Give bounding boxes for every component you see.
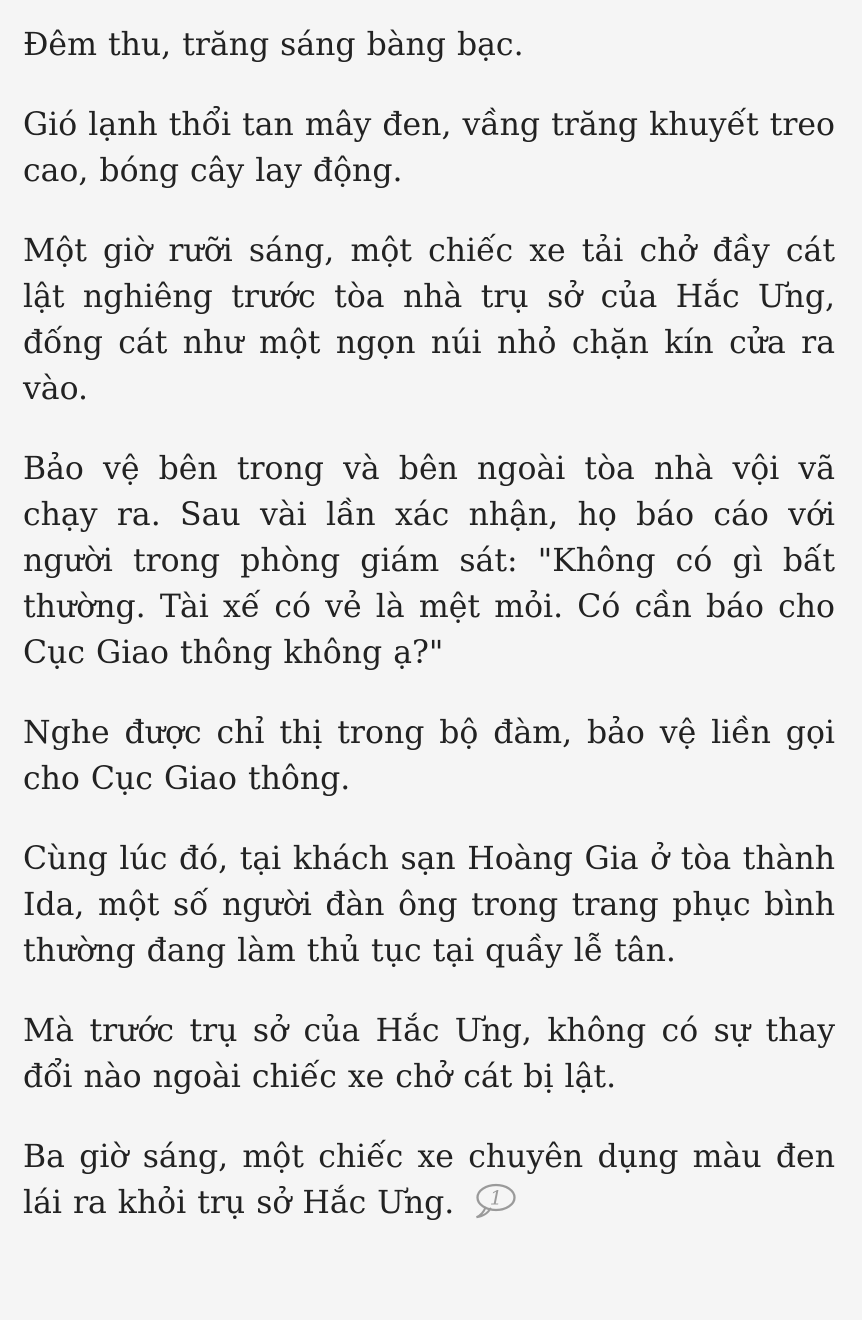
- paragraph: Đêm thu, trăng sáng bàng bạc.: [23, 27, 524, 63]
- paragraph: Ba giờ sáng, một chiếc xe chuyên dụng màu đen lái ra khỏi trụ sở Hắc Ưng. 1: [23, 1139, 835, 1221]
- chapter-text: [23, 22, 835, 1226]
- comment-count: 1: [489, 1185, 503, 1210]
- paragraph: Bảo vệ bên trong và bên ngoài tòa nhà vội vã chạy ra. Sau vài lần xác nhận, họ báo cáo với người trong phòng giám sát: "Không có gì bất thường. Tài xế có vẻ là mệt mỏi. Có cần báo cho Cục Giao thông không ạ?": [23, 451, 835, 671]
- comment-count-bubble-icon[interactable]: [472, 1182, 518, 1220]
- paragraph: Một giờ rưỡi sáng, một chiếc xe tải chở đầy cát lật nghiêng trước tòa nhà trụ sở của Hắc Ưng, đống cát như một ngọn núi nhỏ chặn kín cửa ra vào.: [23, 233, 835, 407]
- paragraph: Nghe được chỉ thị trong bộ đàm, bảo vệ liền gọi cho Cục Giao thông.: [23, 715, 835, 797]
- paragraph: Mà trước trụ sở của Hắc Ưng, không có sự thay đổi nào ngoài chiếc xe chở cát bị lật.: [23, 1013, 835, 1095]
- paragraph: Cùng lúc đó, tại khách sạn Hoàng Gia ở tòa thành Ida, một số người đàn ông trong trang phục bình thường đang làm thủ tục tại quầy lễ tân.: [23, 841, 835, 969]
- paragraph: Gió lạnh thổi tan mây đen, vầng trăng khuyết treo cao, bóng cây lay động.: [23, 107, 835, 189]
